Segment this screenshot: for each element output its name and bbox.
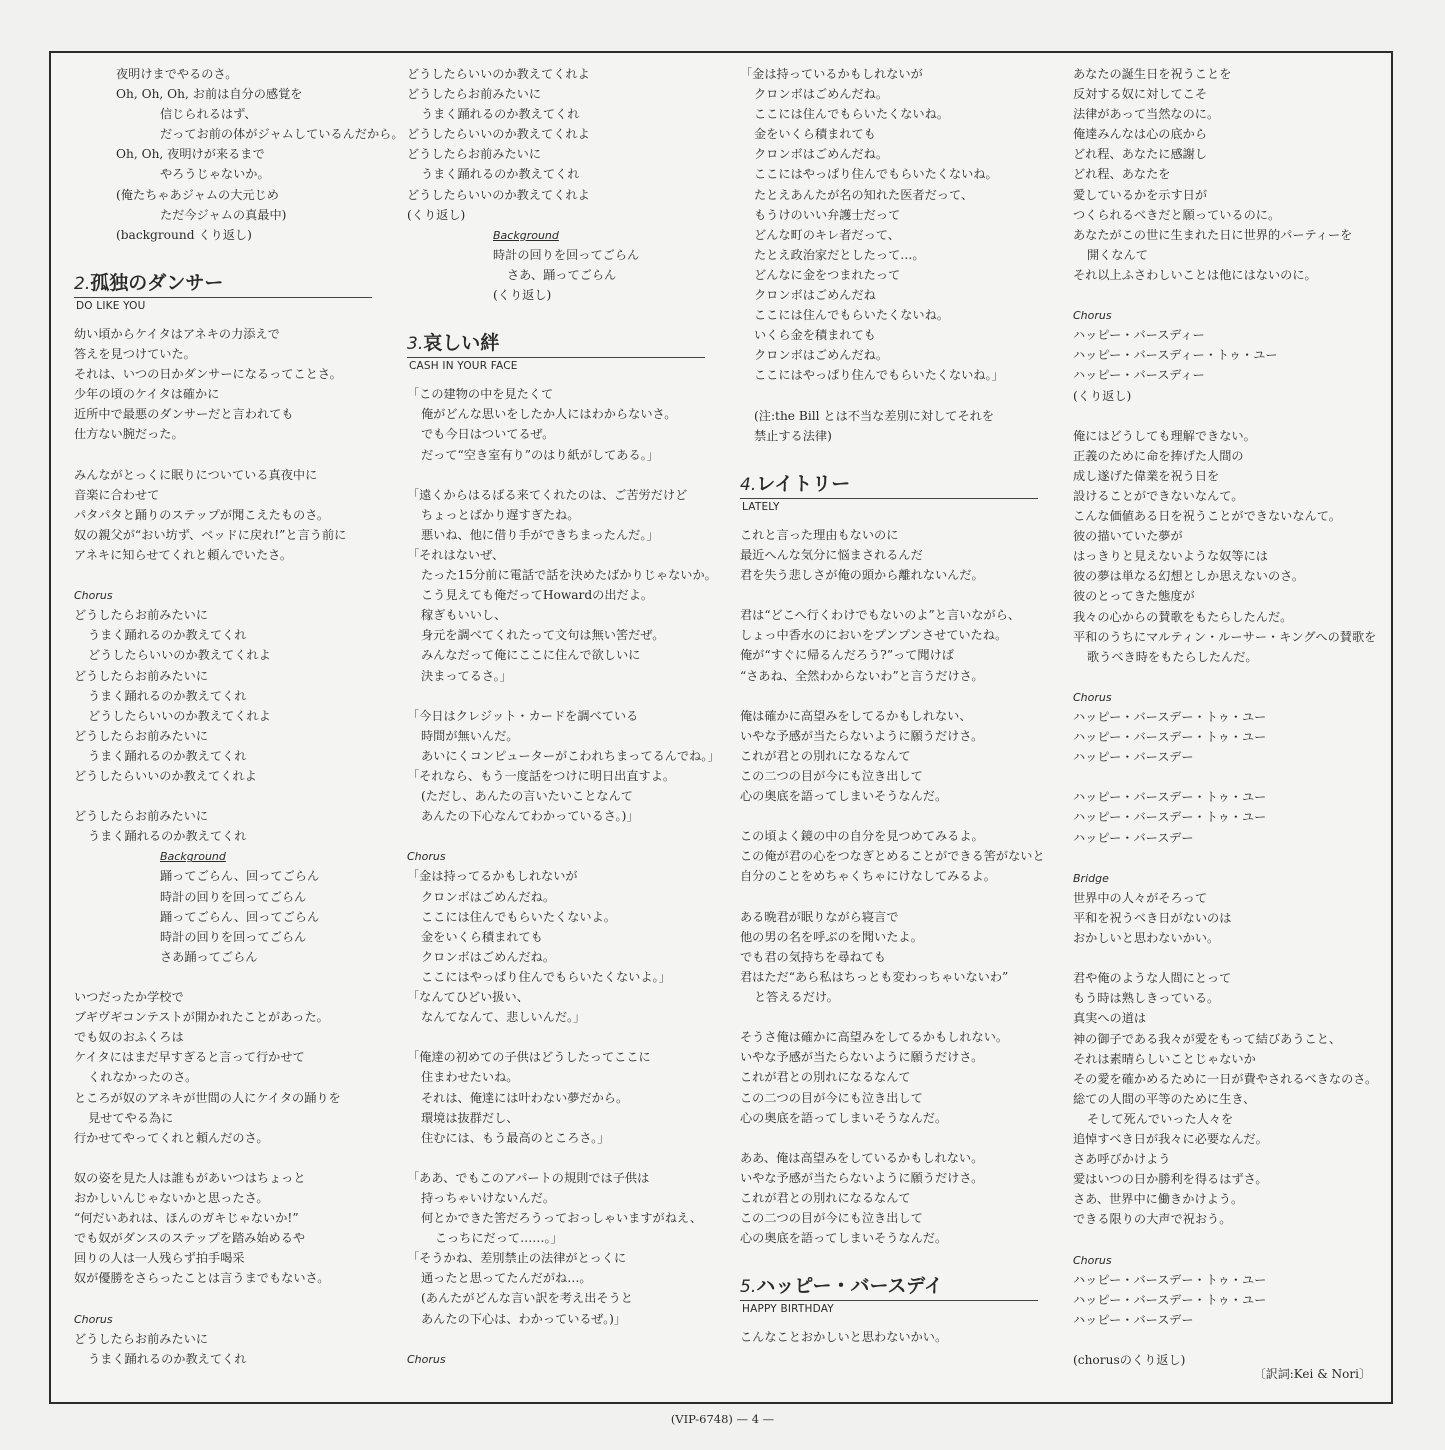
section-label-line (74, 846, 394, 866)
lyric-line: 金をいくら積まれても (421, 929, 543, 944)
section-label-line (407, 846, 727, 866)
lyric-line: どうしたらお前みたいに (74, 728, 209, 743)
lyric-line: 他の男の名を呼ぶのを聞いたよ。 (740, 929, 923, 944)
stanza-gap (740, 806, 1060, 826)
lyric-line: 時計の回りを回ってごらん (160, 929, 307, 944)
lyric-line: どうしたらお前みたいに (74, 668, 209, 683)
lyric-line: 踊ってごらん、回ってごらん (160, 909, 320, 924)
stanza-gap (407, 305, 727, 325)
lyric-line: みんなだって俺にここに住んで欲しいに (421, 648, 641, 663)
lyric-line: 通ったと思ってたんだがね…。 (421, 1271, 592, 1286)
stanza-gap (740, 887, 1060, 907)
lyric-line: ハッピー・バースデー (1073, 750, 1194, 765)
lyric-line: 愛はいつの日か勝利を得るはずさ。 (1073, 1172, 1268, 1187)
song-title (74, 271, 372, 298)
lyric-line: 悪いね、他に借り手ができちまったんだ。」 (421, 527, 659, 542)
lyric-line: 奴が優勝をさらったことは言うまでもないさ。 (74, 1271, 330, 1286)
song-title-text: ハッピー・バースデイ (756, 1275, 943, 1298)
stanza-gap (407, 686, 727, 706)
song-english-title: DO LIKE YOU (76, 299, 146, 312)
lyric-line: 彼の夢は単なる幻想としか思えないのさ。 (1073, 569, 1305, 584)
song-title-text: 哀しい絆 (423, 332, 500, 355)
lyric-line: ここにはやっぱり住んでもらいたくないね。」 (754, 368, 1004, 383)
song-title (740, 1274, 1038, 1301)
stanza-gap (407, 1148, 727, 1168)
lyric-line: 奴の姿を見た人は誰もがあいつはちょっと (74, 1170, 306, 1185)
section-label-line (1073, 305, 1393, 325)
lyric-line: それ以上ふさわしいことは他にはないのに。 (1073, 267, 1317, 282)
lyric-line: 心の奥底を語ってしまいそうなんだ。 (740, 1231, 948, 1246)
lyric-line: うまく踊れるのか教えてくれ (88, 688, 247, 703)
lyric-line: 我々の心からの賛歌をもたらしたんだ。 (1073, 609, 1293, 624)
song-heading (740, 472, 1060, 515)
lyric-line: ハッピー・バースデー・トゥ・ユー (1073, 1272, 1267, 1287)
lyric-line: こんな価値ある日を祝うことができないなんて。 (1073, 509, 1341, 524)
lyric-line: (俺たちゃあジャムの大元じめ (116, 187, 279, 202)
lyric-line: そうさ俺は確かに高望みをしてるかもしれない。 (740, 1030, 1009, 1045)
lyric-line: うまく踊れるのか教えてくれ (88, 628, 247, 643)
lyric-line: 仕方ない腕だった。 (74, 427, 184, 442)
lyric-line: (くり返し) (1073, 388, 1132, 403)
lyric-line: だってお前の体がジャムしているんだから。 (160, 127, 404, 142)
lyric-line: 時間が無いんだ。 (421, 728, 519, 743)
lyric-line: ケイタにはまだ早すぎると言って行かせて (74, 1050, 305, 1065)
lyric-line: 真実への道は (1073, 1011, 1147, 1026)
stanza-gap (740, 585, 1060, 605)
lyrics-column-3 (740, 64, 1060, 1347)
lyric-line: いやな予感が当たらないように願うだけさ。 (740, 728, 984, 743)
lyric-line: その愛を確かめるために一日が費やされるべきなのさ。 (1073, 1071, 1378, 1086)
lyric-line: あんたの下心なんてわかっているさ。)」 (421, 809, 639, 824)
lyric-line: ハッピー・バースデー・トゥ・ユー (1073, 810, 1267, 825)
stanza-gap (74, 445, 394, 465)
lyric-line: 君を失う悲しさが俺の頭から離れないんだ。 (740, 568, 984, 583)
lyric-line: あいにくコンピューターがこわれちまってるんでね。」 (421, 748, 720, 763)
lyric-line: この二つの目が今にも泣き出して (740, 1211, 923, 1226)
lyric-line: ああ、俺は高望みをしているかもしれない。 (740, 1150, 984, 1165)
lyric-line: 音楽に合わせて (74, 487, 160, 502)
lyric-line: 住むには、もう最高のところさ。」 (421, 1130, 610, 1145)
lyric-line: 行かせてやってくれと頼んだのさ。 (74, 1130, 269, 1145)
section-label-line (407, 225, 727, 245)
section-label-line (74, 1309, 394, 1329)
lyric-line: クロンボはごめんだね。 (754, 87, 889, 102)
lyric-line: みんながとっくに眠りについている真夜中に (74, 467, 318, 482)
lyric-line: 「金は持ってるかもしれないが (407, 869, 578, 884)
lyric-line: ここにはやっぱり住んでもらいたくないね。 (754, 167, 998, 182)
lyric-line: 答えを見つけていた。 (74, 347, 196, 362)
section-label-line (1073, 868, 1393, 888)
song-english-title: HAPPY BIRTHDAY (742, 1303, 834, 1316)
lyric-line: 回りの人は一人残らず拍手喝采 (74, 1251, 245, 1266)
lyric-line: 自分のことをめちゃくちゃにけなしてみるよ。 (740, 869, 996, 884)
section-label-line (74, 585, 394, 605)
lyric-line: たとえ政治家だとしたって…。 (754, 247, 925, 262)
lyric-line: これが君との別れになるなんて (740, 748, 911, 763)
stanza-gap (74, 245, 394, 265)
lyric-line: ここには住んでもらいたくないね。 (754, 308, 949, 323)
lyric-line: どうしたらお前みたいに (407, 87, 542, 102)
lyric-line: この俺が君の心をつなぎとめることができる筈がないと (740, 849, 1045, 864)
lyric-line: 時計の回りを回ってごらん (160, 889, 307, 904)
lyric-line: もう時は熟しきっている。 (1073, 991, 1220, 1006)
stanza-gap (407, 465, 727, 485)
song-heading (740, 1274, 1060, 1317)
lyric-line: どうしたらいいのか教えてくれよ (88, 708, 271, 723)
stanza-gap (740, 386, 1060, 406)
lyric-line: “何だいあれは、ほんのガキじゃないか!” (74, 1211, 299, 1226)
song-title-text: レイトリー (756, 472, 851, 495)
lyric-line: たとえあんたが名の知れた医者だって、 (754, 187, 974, 202)
lyric-line: 正義のために命を捧げた人間の (1073, 448, 1244, 463)
lyric-line: 彼の描いていた夢が (1073, 529, 1183, 544)
lyric-line: こっちにだって……。」 (435, 1231, 563, 1246)
stanza-gap (740, 1007, 1060, 1027)
lyric-line: 彼のとってきた態度が (1073, 589, 1195, 604)
lyric-line: 開くなんて (1087, 247, 1148, 262)
lyric-line: (ただし、あんたの言いたいことなんて (421, 789, 633, 804)
lyric-line: どれ程、あなたを (1073, 167, 1171, 182)
lyrics-column-1 (74, 64, 404, 1369)
lyric-line: 心の奥底を語ってしまいそうなんだ。 (740, 1110, 948, 1125)
section-label: Background (160, 850, 226, 864)
lyric-line: (background くり返し) (116, 227, 252, 242)
stanza-gap (740, 1248, 1060, 1268)
lyrics-column-4 (1073, 64, 1393, 1370)
lyric-line: 何とかできた筈だろうっておっしゃいますがねえ、 (421, 1211, 703, 1226)
lyric-line: 反対する奴に対してこそ (1073, 87, 1208, 102)
song-title (740, 472, 1038, 499)
lyric-line: 幼い頃からケイタはアネキの力添えで (74, 326, 280, 341)
lyric-line: うまく踊れるのか教えてくれ (421, 107, 580, 122)
stanza-gap (740, 686, 1060, 706)
lyric-line: 追悼すべき日が我々に必要なんだ。 (1073, 1131, 1268, 1146)
stanza-gap (74, 565, 394, 585)
lyric-line: さあ踊ってごらん (160, 949, 258, 964)
lyric-line: さあ、世界中に働きかけよう。 (1073, 1192, 1244, 1207)
lyric-line: おかしいと思わないかい。 (1073, 931, 1220, 946)
lyric-line: いくら金を積まれても (754, 328, 876, 343)
lyric-line: つくられるべきだと願っているのに。 (1073, 207, 1281, 222)
song-number: 4. (740, 474, 757, 495)
lyric-line: どんな町のキレ者だって、 (754, 227, 900, 242)
lyric-line: こう見えても俺だってHowardの出だよ。 (421, 588, 654, 603)
lyric-line: 「ああ、でもこのアパートの規則では子供は (407, 1170, 650, 1185)
lyric-line: ここにはやっぱり住んでもらいたくないよ。」 (421, 969, 671, 984)
lyric-line: この二つの目が今にも泣き出して (740, 769, 923, 783)
lyric-line: どうしたらお前みたいに (407, 147, 542, 162)
stanza-gap (74, 1288, 394, 1308)
lyric-line: 決まってるさ。」 (421, 668, 512, 683)
lyric-line: さあ、踊ってごらん (507, 267, 617, 282)
lyric-line: アネキに知らせてくれと頼んでいたさ。 (74, 547, 293, 562)
lyric-line: クロンボはごめんだね。 (754, 348, 889, 363)
song-english-title: CASH IN YOUR FACE (409, 360, 518, 373)
section-label: Chorus (1073, 690, 1112, 704)
lyric-line: (あんたがどんな言い訳を考え出そうと (421, 1291, 633, 1306)
translation-credit: 〔訳詞:Kei & Nori〕 (1253, 1367, 1371, 1381)
lyric-line: はっきりと見えないような奴等には (1073, 549, 1268, 564)
lyric-line: やろうじゃないか。 (160, 167, 270, 182)
lyric-line: ハッピー・バースデー・トゥ・ユー (1073, 730, 1267, 745)
lyric-line: ところが奴のアネキが世間の人にケイタの踊りを (74, 1090, 341, 1105)
lyric-line: 平和のうちにマルティン・ルーサー・キングへの賛歌を (1073, 629, 1377, 644)
lyric-line: 神の御子である我々が愛をもって結びあうこと、 (1073, 1031, 1342, 1046)
lyric-line: でも奴がダンスのステップを踏み始めるや (74, 1231, 306, 1246)
lyric-line: ハッピー・バースディー (1073, 328, 1205, 343)
lyric-line: さあ呼びかけよう (1073, 1152, 1171, 1167)
lyric-line: なんてなんて、悲しいんだ。」 (421, 1010, 586, 1025)
lyric-line: Oh, Oh, Oh, お前は自分の感覚を (116, 87, 303, 102)
lyric-line: 設けることができないなんて。 (1073, 488, 1244, 503)
lyric-line: 見せてやる為に (88, 1110, 174, 1125)
stanza-gap (407, 1329, 727, 1349)
lyric-line: ハッピー・バースデー・トゥ・ユー (1073, 1292, 1267, 1307)
section-label: Chorus (74, 589, 113, 603)
lyric-line: 総ての人間の平等のために生き、 (1073, 1091, 1256, 1106)
lyric-line: クロンボはごめんだね。 (754, 147, 889, 162)
lyric-line: ハッピー・バースデー・トゥ・ユー (1073, 710, 1267, 724)
lyric-line: それは素晴らしいことじゃないか (1073, 1051, 1256, 1066)
lyric-line: この二つの目が今にも泣き出して (740, 1090, 923, 1105)
lyric-line: Oh, Oh, 夜明けが来るまで (116, 147, 265, 162)
stanza-gap (407, 1027, 727, 1047)
lyric-line: おかしいんじゃないかと思ったさ。 (74, 1190, 269, 1205)
section-label: Chorus (1073, 309, 1112, 323)
lyric-line: 「なんてひどい扱い、 (407, 990, 529, 1005)
lyric-line: 稼ぎもいいし、 (421, 608, 507, 623)
song-english-title: LATELY (742, 500, 780, 513)
lyric-line: 俺は確かに高望みをしてるかもしれない、 (740, 708, 972, 723)
lyric-line: あんたの下心は、わかっているぜ。)」 (421, 1311, 627, 1326)
stanza-gap (740, 1128, 1060, 1148)
lyric-line: クロンボはごめんだね。 (421, 889, 556, 904)
lyric-line: 踊ってごらん、回ってごらん (160, 869, 320, 884)
lyric-line: ちょっとばかり遅すぎたね。 (421, 507, 580, 522)
lyric-line: 「遠くからはるばる来てくれたのは、ご苦労だけど (407, 487, 688, 502)
lyric-line: 環境は抜群だし、 (421, 1110, 519, 1125)
section-label: Bridge (1073, 871, 1109, 885)
section-label-line (1073, 687, 1393, 707)
lyric-line: ブギヴギコンテストが開かれたことがあった。 (74, 1010, 329, 1025)
lyric-line: そして死んでいった人々を (1087, 1111, 1234, 1126)
stanza-gap (1073, 285, 1393, 305)
lyric-line: だって“空き室有り”のはり紙がしてある。」 (421, 447, 659, 462)
lyric-line: 「俺達の初めての子供はどうしたってここに (407, 1050, 651, 1065)
stanza-gap (407, 826, 727, 846)
section-label-line (1073, 1250, 1393, 1270)
song-title (407, 331, 705, 358)
lyric-line: (くり返し) (407, 207, 466, 222)
stanza-gap (1073, 667, 1393, 687)
lyric-line: もうけのいい弁護士だって (754, 207, 901, 222)
lyric-line: 住まわせたいね。 (421, 1070, 519, 1085)
lyric-line: くれなかったのさ。 (88, 1070, 198, 1085)
lyric-line: ただ今ジャムの真最中) (160, 207, 287, 222)
stanza-gap (74, 786, 394, 806)
lyric-line: これと言った理由もないのに (740, 527, 899, 542)
lyric-line: 世界中の人々がそろって (1073, 890, 1208, 905)
lyric-line: どうしたらいいのか教えてくれよ (407, 127, 590, 142)
lyric-line: 「金は持っているかもしれないが (740, 67, 923, 81)
lyric-line: どんなに金をつまれたって (754, 267, 901, 282)
section-label: Chorus (407, 850, 446, 864)
lyric-line: ハッピー・バースディー・トゥ・ユー (1073, 348, 1278, 363)
section-label-line (407, 1349, 727, 1369)
lyric-line: ハッピー・バースデー・トゥ・ユー (1073, 790, 1267, 805)
stanza-gap (1073, 1330, 1393, 1350)
lyric-line: 成し遂げた偉業を祝う日を (1073, 468, 1220, 483)
lyric-line: ハッピー・バースデー (1073, 830, 1194, 845)
lyric-line: パタパタと踊りのステップが聞こえたものさ。 (74, 507, 330, 522)
lyric-line: 俺が“すぐに帰るんだろう?”って聞けば (740, 648, 954, 663)
lyric-line: ハッピー・バースディー (1073, 368, 1205, 383)
section-label: Chorus (74, 1312, 113, 1326)
lyric-line: 平和を祝うべき日がないのは (1073, 910, 1232, 925)
lyric-line: それは、俺達には叶わない夢だから。 (421, 1090, 629, 1105)
song-heading (74, 271, 394, 314)
lyric-line: どうしたらいいのか教えてくれよ (74, 769, 257, 783)
lyric-line: クロンボはごめんだね (754, 288, 876, 303)
lyric-line: (注:the Bill とは不当な差別に対してそれを (754, 408, 995, 423)
lyric-line: できる限りの大声で祝おう。 (1073, 1212, 1232, 1227)
lyric-line: 金をいくら積まれても (754, 127, 876, 142)
lyric-line: 俺達みんなは心の底から (1073, 127, 1208, 142)
stanza-gap (1073, 948, 1393, 968)
lyric-line: どうしたらいいのか教えてくれよ (88, 648, 271, 663)
lyric-line: 君は“どこへ行くわけでもないのよ”と言いながら、 (740, 608, 1021, 623)
song-number: 3. (407, 334, 424, 355)
lyric-line: 「それはないぜ、 (407, 547, 505, 562)
stanza-gap (740, 446, 1060, 466)
song-title-text: 孤独のダンサー (90, 271, 224, 294)
lyric-line: ここには住んでもらいたくないよ。 (421, 909, 616, 924)
lyric-line: しょっ中香水のにおいをプンプンさせていたね。 (740, 628, 1008, 643)
lyric-line: 身元を調べてくれたって文句は無い筈だぜ。 (421, 628, 665, 643)
lyric-line: 持っちゃいけないんだ。 (421, 1190, 556, 1205)
lyric-line: どうしたらお前みたいに (74, 1331, 209, 1346)
lyric-line: “さあね、全然わからないわ”と言うだけさ。 (740, 668, 984, 683)
lyric-line: 信じられるはず、 (160, 107, 257, 122)
lyric-line: どうしたらお前みたいに (74, 608, 209, 623)
lyric-line: でも奴のおふくろは (74, 1030, 184, 1045)
lyric-line: 君はただ“あら私はちっとも変わっちゃいないわ” (740, 969, 1009, 984)
lyric-line: 禁止する法律) (754, 428, 832, 443)
lyrics-column-2 (407, 64, 727, 1369)
lyric-line: 少年の頃のケイタは確かに (74, 387, 220, 402)
lyric-line: 俺がどんな思いをしたか人にはわからないさ。 (421, 407, 677, 422)
stanza-gap (74, 1148, 394, 1168)
lyric-line: うまく踊れるのか教えてくれ (88, 1351, 247, 1366)
lyric-line: どうしたらいいのか教えてくれよ (407, 187, 590, 202)
lyric-line: ここには住んでもらいたくないね。 (754, 107, 949, 122)
stanza-gap (74, 967, 394, 987)
lyric-line: いやな予感が当たらないように願うだけさ。 (740, 1050, 984, 1065)
lyric-line: 近所中で最悪のダンサーだと言われても (74, 407, 294, 422)
lyric-line: (chorusのくり返し) (1073, 1353, 1186, 1367)
lyric-line: (くり返し) (493, 288, 552, 303)
section-label: Background (493, 228, 559, 242)
section-label: Chorus (1073, 1253, 1112, 1267)
lyric-line: 法律があって当然なのに。 (1073, 107, 1220, 122)
lyric-line: 君や俺のような人間にとって (1073, 971, 1232, 986)
stanza-gap (1073, 767, 1393, 787)
lyric-line: どうしたらお前みたいに (74, 809, 209, 824)
lyric-line: 「今日はクレジット・カードを調べている (407, 708, 639, 723)
lyric-line: うまく踊れるのか教えてくれ (421, 167, 580, 182)
lyric-line: ハッピー・バースデー (1073, 1312, 1194, 1327)
lyric-line: 心の奥底を語ってしまいそうなんだ。 (740, 789, 948, 804)
song-number: 2. (74, 273, 91, 294)
lyric-line: 時計の回りを回ってごらん (493, 247, 640, 262)
lyric-line: これが君との別れになるなんて (740, 1190, 911, 1205)
lyric-line: クロンボはごめんだね。 (421, 949, 556, 964)
song-number: 5. (740, 1277, 757, 1298)
lyric-line: これが君との別れになるなんて (740, 1070, 911, 1085)
lyric-line: と答えるだけ。 (754, 990, 839, 1005)
lyric-line: でも今日はついてるぜ。 (421, 427, 555, 442)
lyric-line: この頃よく鏡の中の自分を見つめてみるよ。 (740, 829, 984, 844)
lyric-line: 「この建物の中を見たくて (407, 387, 554, 402)
lyric-line: 愛しているかを示す日が (1073, 187, 1208, 202)
lyric-line: うまく踊れるのか教えてくれ (88, 829, 247, 844)
lyric-line: 夜明けまでやるのさ。 (116, 67, 238, 81)
lyric-line: あなたがこの世に生まれた日に世界的パーティーを (1073, 227, 1353, 242)
lyric-line: 奴の親父が“おい坊ず、ベッドに戻れ!”と言う前に (74, 527, 347, 542)
lyric-line: どれ程、あなたに感謝し (1073, 147, 1208, 162)
lyric-line: こんなことおかしいと思わないかい。 (740, 1330, 948, 1345)
lyric-line: たった15分前に電話で話を決めたばかりじゃないか。 (421, 568, 717, 583)
stanza-gap (1073, 406, 1393, 426)
lyric-line: いつだったか学校で (74, 990, 184, 1005)
lyric-line: 「それなら、もう一度話をつけに明日出直すよ。 (407, 769, 676, 783)
lyric-line: でも君の気持ちを尋ねても (740, 949, 886, 964)
lyric-line: 最近へんな気分に悩まされるんだ (740, 547, 923, 562)
song-heading (407, 331, 727, 374)
lyric-line: あなたの誕生日を祝うことを (1073, 67, 1232, 81)
lyric-line: 「そうかね、差別禁止の法律がとっくに (407, 1251, 627, 1266)
lyric-line: 俺にはどうしても理解できない。 (1073, 428, 1256, 443)
stanza-gap (1073, 848, 1393, 868)
lyric-line: いやな予感が当たらないように願うだけさ。 (740, 1170, 984, 1185)
stanza-gap (1073, 1229, 1393, 1249)
lyric-line: それは、いつの日かダンサーになるってことさ。 (74, 367, 342, 382)
lyric-line: 歌うべき時をもたらしたんだ。 (1087, 649, 1258, 664)
lyric-line: どうしたらいいのか教えてくれよ (407, 67, 590, 81)
lyric-line: うまく踊れるのか教えてくれ (88, 748, 247, 763)
lyric-line: ある晩君が眠りながら寝言で (740, 909, 899, 924)
section-label: Chorus (407, 1352, 446, 1366)
page-footer: (VIP-6748) — 4 — (670, 1412, 775, 1426)
